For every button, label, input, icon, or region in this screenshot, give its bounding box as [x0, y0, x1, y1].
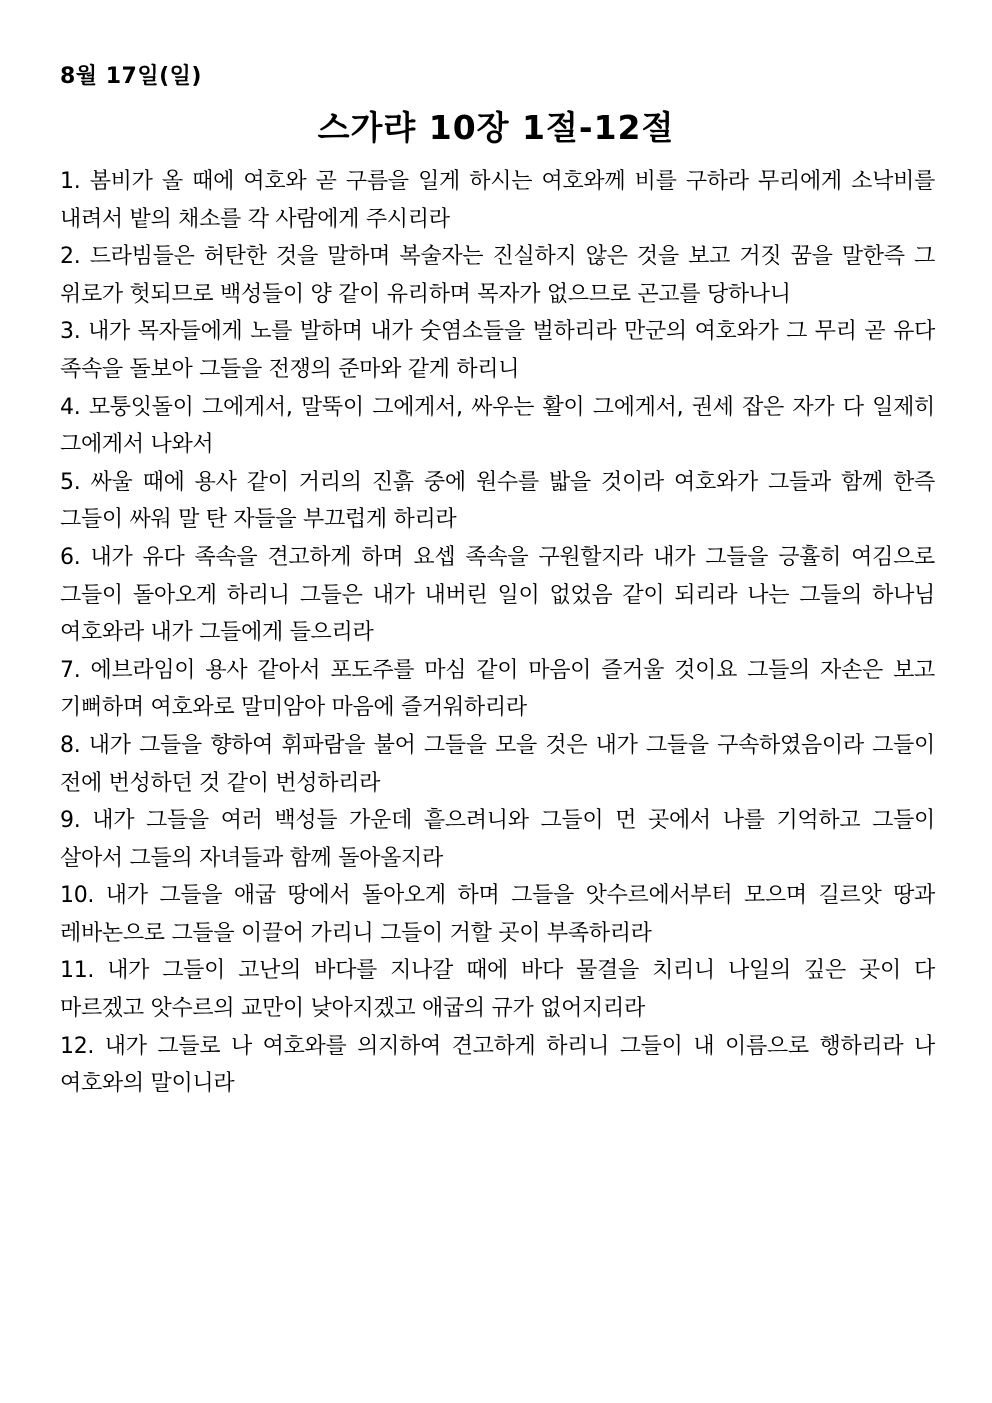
- verse-10: 10. 내가 그들을 애굽 땅에서 돌아오게 하며 그들을 앗수르에서부터 모으며 길르앗 땅과 레바논으로 그들을 이끌어 가리니 그들이 거할 곳이 부족하리라: [60, 883, 935, 946]
- verse-12: 12. 내가 그들로 나 여호와를 의지하여 견고하게 하리니 그들이 내 이름으로 행하리라 나 여호와의 말이니라: [60, 1033, 935, 1097]
- verse-9: 9. 내가 그들을 여러 백성들 가운데 흩으려니와 그들이 먼 곳에서 나를 기억하고 그들이 살아서 그들의 자녀들과 함께 돌아올지라: [60, 808, 935, 871]
- verse-4: 4. 모퉁잇돌이 그에게서, 말뚝이 그에게서, 싸우는 활이 그에게서, 권세 잡은 자가 다 일제히 그에게서 나와서: [60, 394, 935, 458]
- verse-2: 2. 드라빔들은 허탄한 것을 말하며 복술자는 진실하지 않은 것을 보고 거짓 꿈을 말한즉 그 위로가 헛되므로 백성들이 양 같이 유리하며 목자가 없으므로 곤고를 당하나니: [60, 244, 935, 307]
- verse-1: 1. 봄비가 올 때에 여호와 곧 구름을 일게 하시는 여호와께 비를 구하라 무리에게 소낙비를 내려서 밭의 채소를 각 사람에게 주시리라: [60, 169, 935, 232]
- verse-list: [60, 163, 935, 1103]
- verse-7: 7. 에브라임이 용사 같아서 포도주를 마심 같이 마음이 즐거울 것이요 그들의 자손은 보고 기뻐하며 여호와로 말미암아 마음에 즐거워하리라: [60, 657, 935, 721]
- page-title: 스가랴 10장 1절-12절: [317, 108, 675, 147]
- verse-5: 5. 싸울 때에 용사 같이 거리의 진흙 중에 원수를 밟을 것이라 여호와가 그들과 함께 한즉 그들이 싸워 말 탄 자들을 부끄럽게 하리라: [60, 469, 935, 533]
- date-heading: 8월 17일(일): [60, 64, 202, 89]
- verse-3: 3. 내가 목자들에게 노를 발하며 내가 숫염소들을 벌하리라 만군의 여호와가 그 무리 곧 유다 족속을 돌보아 그들을 전쟁의 준마와 같게 하리니: [60, 319, 935, 382]
- verse-11: 11. 내가 그들이 고난의 바다를 지나갈 때에 바다 물결을 치리니 나일의 깊은 곳이 다 마르겠고 앗수르의 교만이 낮아지겠고 애굽의 규가 없어지리라: [60, 958, 935, 1022]
- verse-6: 6. 내가 유다 족속을 견고하게 하며 요셉 족속을 구원할지라 내가 그들을 긍휼히 여김으로 그들이 돌아오게 하리니 그들은 내가 내버린 일이 없었음 같이 되리라 나는 그들의 하나님 여호와라 내가 그들에게 들으리라: [60, 544, 935, 646]
- verse-8: 8. 내가 그들을 향하여 휘파람을 불어 그들을 모을 것은 내가 그들을 구속하였음이라 그들이 전에 번성하던 것 같이 번성하리라: [60, 732, 935, 796]
